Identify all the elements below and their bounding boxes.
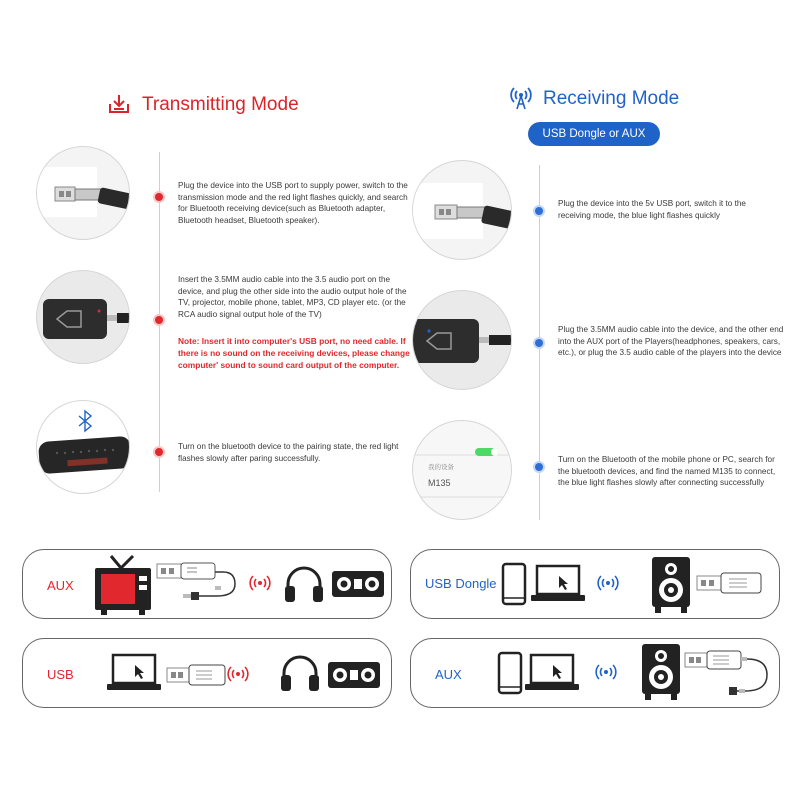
laptop-icon: [531, 564, 585, 604]
panel-label: USB: [47, 667, 74, 682]
receiving-mode-title: Receiving Mode: [543, 88, 680, 109]
usb-port-photo: [412, 160, 512, 260]
red-signal-icon: [227, 663, 249, 685]
laptop-icon: [107, 653, 161, 693]
panel-label: AUX: [435, 667, 462, 682]
receive-step-dot: [535, 463, 543, 471]
speaker-box-icon: [641, 643, 681, 701]
usb-dongle-icon: [165, 661, 229, 689]
stereo-speaker-icon: [327, 661, 381, 689]
headphones-icon: [279, 653, 321, 693]
phone-icon: [497, 651, 523, 695]
usb-dongle-icon: [695, 568, 765, 598]
headphones-icon: [283, 564, 325, 604]
receiving-mode-badge: USB Dongle or AUX: [528, 122, 660, 146]
receive-step-2-text: Plug the 3.5MM audio cable into the device, and the other end into the AUX port of the Players(headphones, speakers, cars, etc.), or plug the 3.5 audio cable of the players into the device: [558, 325, 784, 358]
phone-screen-photo: [412, 420, 512, 520]
receive-step-dot: [535, 339, 543, 347]
transmit-icon: [108, 94, 130, 114]
device-name-m135: M135: [428, 478, 451, 488]
transmit-step-2-text: Insert the 3.5MM audio cable into the 3.5 audio port on the device, and plug the other side into the audio output hole of the TV, projector, mobile phone, tablet, MP3, CD player etc. (or the RCA audio signal output hole of the TV): [178, 275, 407, 319]
usb-transmit-panel: [22, 638, 392, 708]
aux-transmit-panel: [22, 549, 392, 619]
usb-dongle-receive-panel: [410, 549, 780, 619]
panel-label: AUX: [47, 578, 74, 593]
receive-step-1-text: Plug the device into the 5v USB port, switch it to the receiving mode, the blue light flashes quickly: [558, 199, 746, 220]
transmit-step-dot: [155, 193, 163, 201]
transmit-step-dot: [155, 316, 163, 324]
aux-cable-photo: [36, 270, 130, 364]
transmitting-mode-title: Transmitting Mode: [142, 94, 299, 115]
receive-step-3-text: Turn on the Bluetooth of the mobile phone or PC, search for the bluetooth devices, and find the named M135 to connect, the blue light flashes slowly after connecting successfully: [558, 455, 776, 488]
transmit-note: Note: Insert it into computer's USB port, no need cable. If there is no sound on the receiving devices, please change computer' sound to sound card output of the computer.: [178, 336, 410, 371]
usb-plug-photo: [36, 146, 130, 240]
transmit-step-dot: [155, 448, 163, 456]
transmit-step-3-text: Turn on the bluetooth device to the pairing state, the red light flashes slowly after paring successfully.: [178, 442, 399, 463]
my-devices-header: 我的设备: [428, 463, 454, 471]
blue-signal-icon: [595, 661, 617, 683]
speaker-box-icon: [651, 556, 691, 614]
phone-icon: [501, 562, 527, 606]
aux-receive-panel: [410, 638, 780, 708]
antenna-icon: [506, 84, 536, 110]
tv-icon: [93, 554, 153, 616]
laptop-icon: [525, 653, 579, 693]
usb-aux-cable-icon: [153, 560, 243, 606]
usb-aux-cable-icon: [683, 647, 775, 703]
blue-signal-icon: [597, 572, 619, 594]
speaker-photo: [36, 400, 130, 494]
transmit-step-1-text: Plug the device into the USB port to supply power, switch to the transmission mode and the red light flashes quickly, and search for Bluetooth receiving device(such as Bluetooth adapter, Bluetooth headset, Bluetooth speaker).: [178, 181, 408, 225]
receiver-aux-photo: [412, 290, 512, 390]
bluetooth-icon: [79, 411, 91, 431]
receive-step-dot: [535, 207, 543, 215]
panel-label: USB Dongle: [425, 576, 497, 591]
red-signal-icon: [249, 572, 271, 594]
stereo-speaker-icon: [331, 570, 385, 598]
